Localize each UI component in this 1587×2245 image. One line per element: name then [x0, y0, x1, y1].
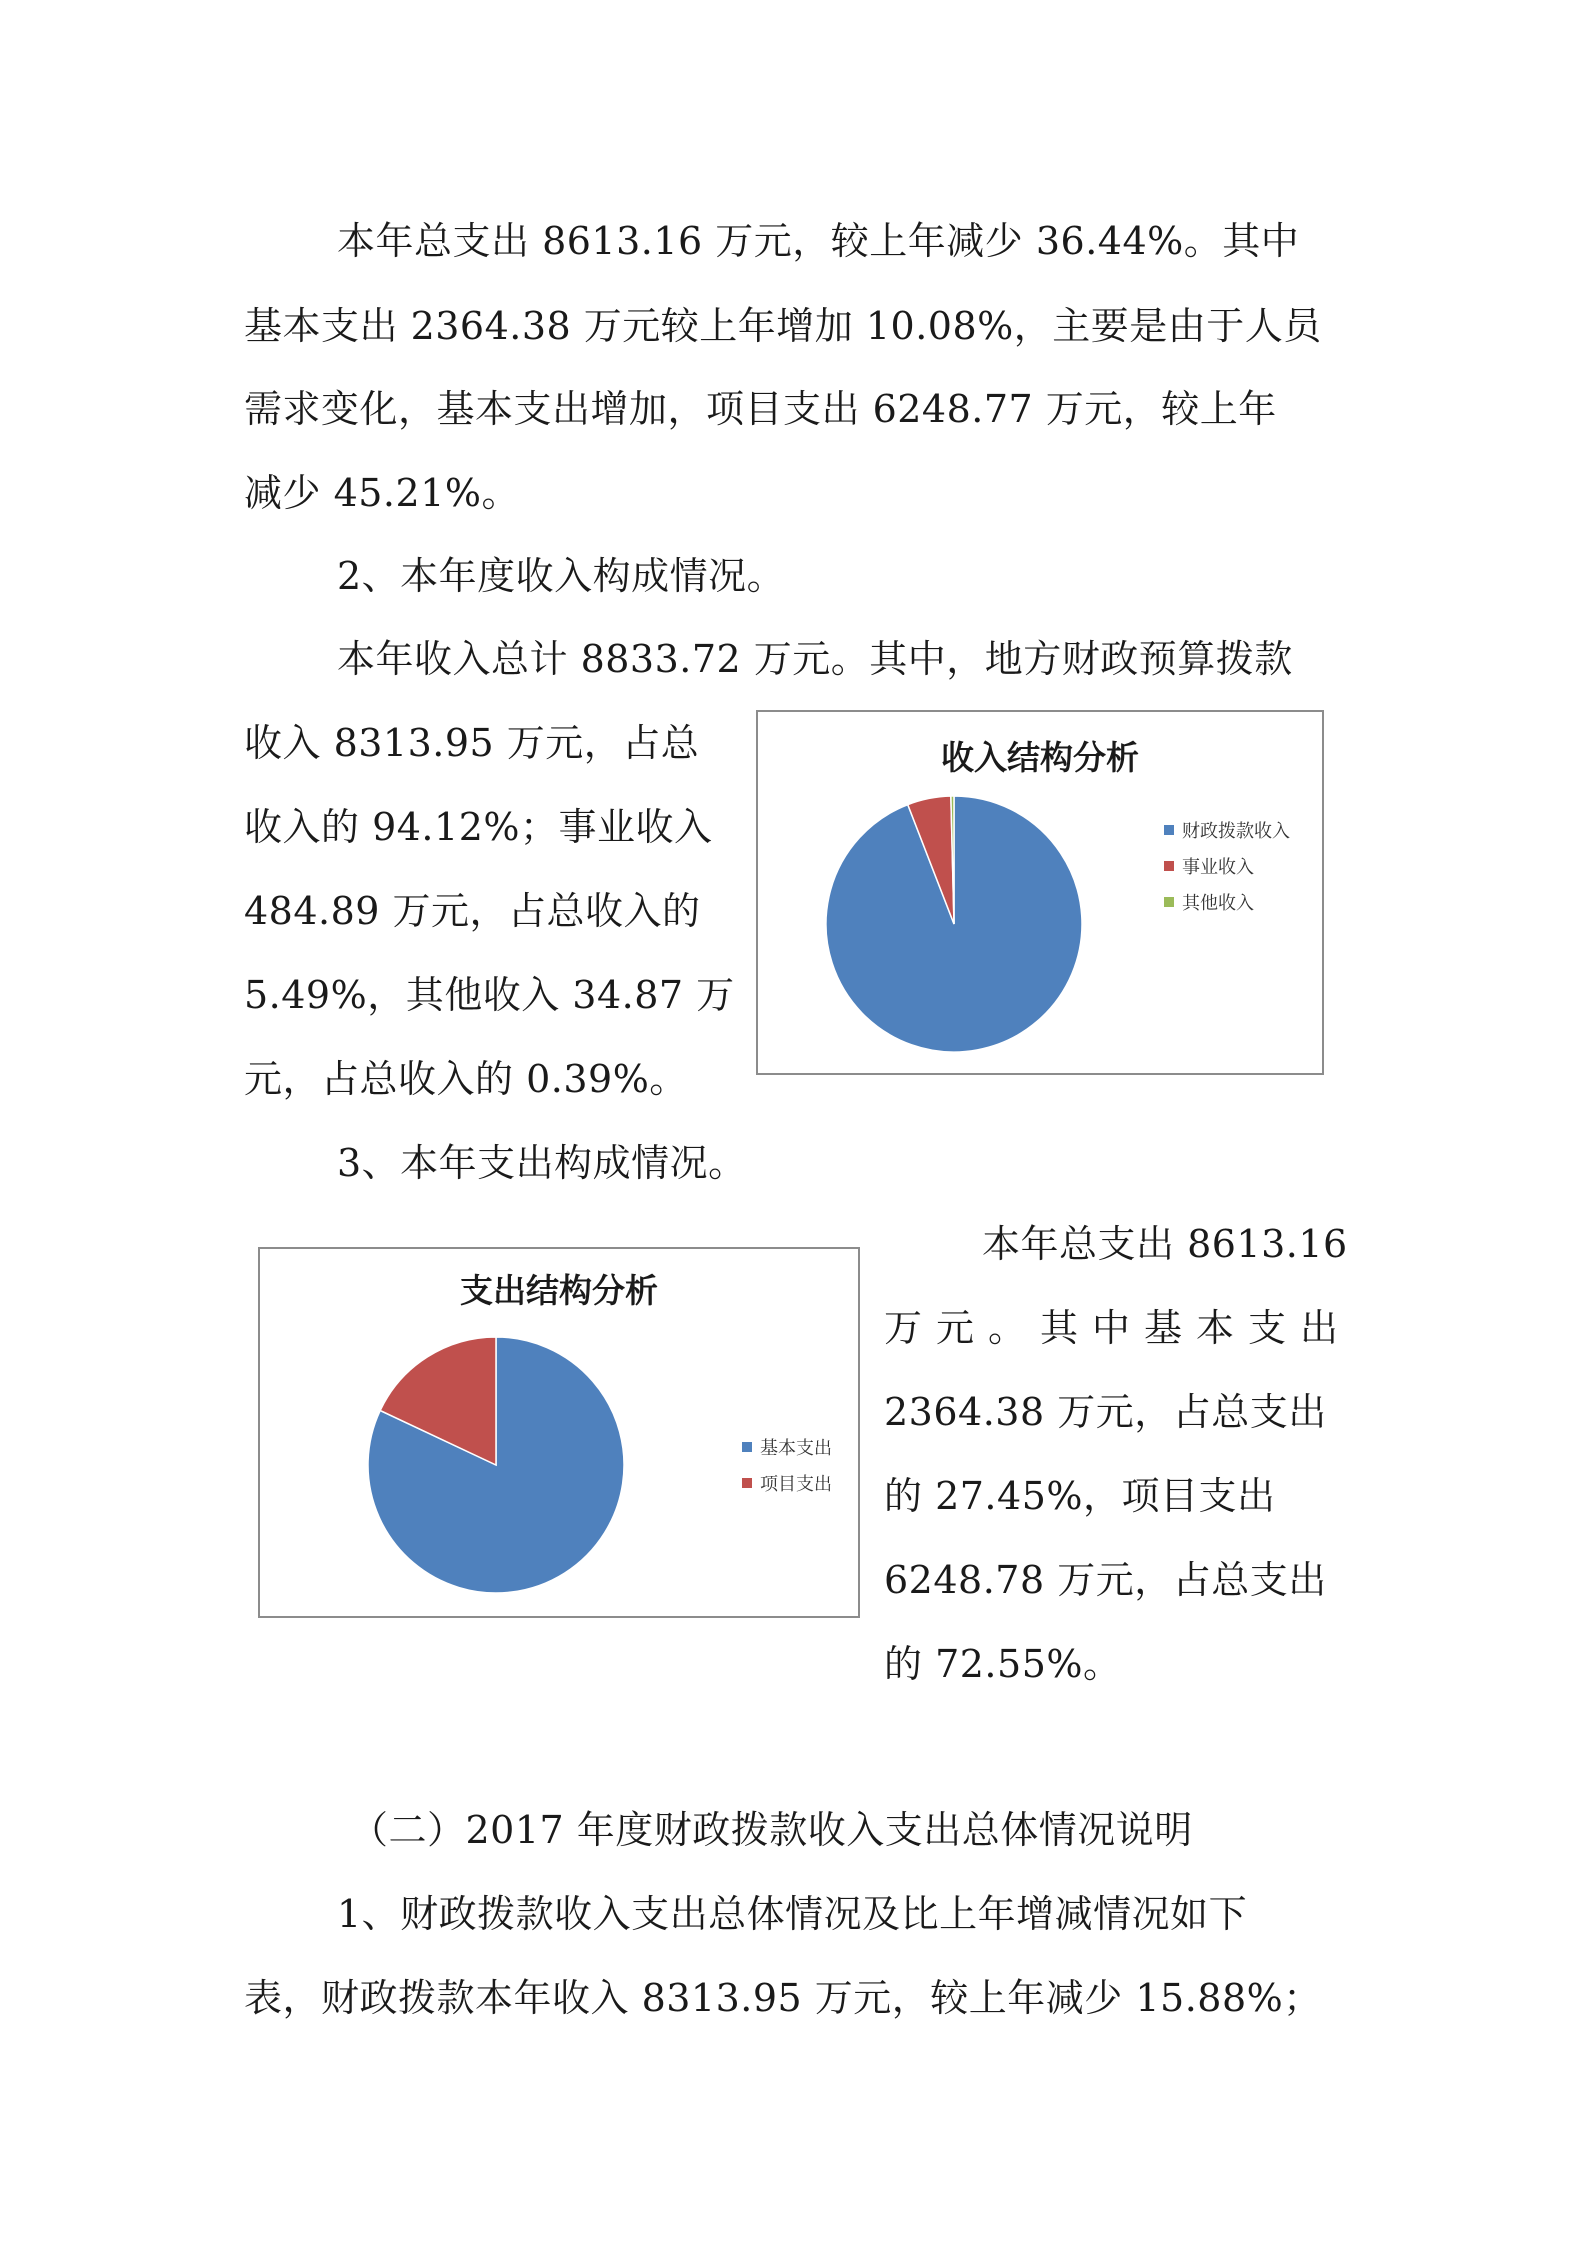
paragraph-line: 表，财政拨款本年收入 8313.95 万元，较上年减少 15.88%；	[244, 1976, 1322, 2020]
paragraph-line: 万元。其中基本支出	[884, 1306, 1353, 1350]
paragraph-line: 1、财政拨款收入支出总体情况及比上年增减情况如下	[337, 1892, 1248, 1936]
section-heading: 3、本年支出构成情况。	[337, 1141, 747, 1185]
paragraph-line: 收入的 94.12%；事业收入	[244, 805, 713, 849]
legend-entry	[742, 1465, 832, 1501]
legend-label: 财政拨款收入	[1182, 821, 1290, 842]
legend-label: 基本支出	[760, 1438, 832, 1459]
paragraph-line: 本年总支出 8613.16	[982, 1222, 1348, 1266]
legend-entry	[1164, 848, 1290, 884]
legend-entry	[1164, 812, 1290, 848]
paragraph-line: 的 72.55%。	[884, 1642, 1122, 1686]
chart-title: 支出结构分析	[460, 1271, 658, 1310]
paragraph-line: 基本支出 2364.38 万元较上年增加 10.08%，主要是由于人员	[244, 304, 1322, 348]
legend-entry	[742, 1429, 832, 1465]
legend-swatch	[742, 1478, 752, 1488]
expense-pie-chart	[258, 1247, 860, 1618]
paragraph-line: 6248.78 万元，占总支出	[884, 1558, 1327, 1602]
paragraph-line: 需求变化，基本支出增加，项目支出 6248.77 万元，较上年	[244, 387, 1277, 431]
section-heading: 2、本年度收入构成情况。	[337, 554, 786, 598]
paragraph-line: 本年总支出 8613.16 万元，较上年减少 36.44%。其中	[337, 219, 1300, 263]
paragraph-line: 本年收入总计 8833.72 万元。其中，地方财政预算拨款	[337, 637, 1293, 681]
legend-label: 事业收入	[1182, 857, 1254, 878]
legend-swatch	[1164, 861, 1174, 871]
legend-swatch	[1164, 897, 1174, 907]
legend-entry	[1164, 884, 1290, 920]
paragraph-line: 484.89 万元，占总收入的	[244, 889, 701, 933]
pie-plot	[824, 794, 1084, 1054]
chart-title: 收入结构分析	[941, 738, 1139, 777]
paragraph-line: 元，占总收入的 0.39%。	[244, 1057, 688, 1101]
legend-swatch	[742, 1442, 752, 1452]
paragraph-line: 减少 45.21%。	[244, 471, 520, 515]
chart-legend	[1164, 812, 1290, 920]
paragraph-line: 5.49%，其他收入 34.87 万	[244, 973, 735, 1017]
legend-label: 项目支出	[760, 1474, 832, 1495]
paragraph-line: 的 27.45%，项目支出	[884, 1474, 1276, 1518]
legend-label: 其他收入	[1182, 893, 1254, 914]
chart-legend	[742, 1429, 832, 1501]
income-pie-chart	[756, 710, 1324, 1075]
pie-plot	[366, 1335, 626, 1595]
legend-swatch	[1164, 825, 1174, 835]
paragraph-line: 收入 8313.95 万元，占总	[244, 721, 700, 765]
section-title: （二）2017 年度财政拨款收入支出总体情况说明	[350, 1808, 1193, 1852]
paragraph-line: 2364.38 万元，占总支出	[884, 1390, 1327, 1434]
